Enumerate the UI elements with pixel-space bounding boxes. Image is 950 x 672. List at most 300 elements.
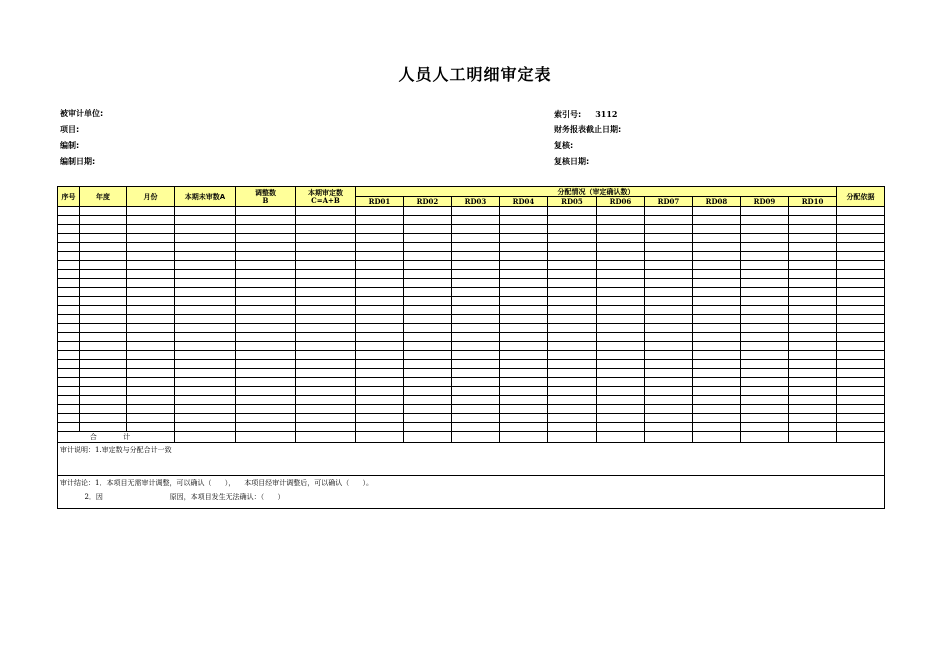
table-cell[interactable]	[80, 342, 127, 351]
table-cell[interactable]	[597, 351, 645, 360]
table-cell[interactable]	[58, 315, 80, 324]
table-cell[interactable]	[127, 216, 175, 225]
table-cell[interactable]	[741, 423, 789, 432]
table-cell[interactable]	[356, 297, 404, 306]
table-cell[interactable]	[645, 369, 693, 378]
table-cell[interactable]	[597, 306, 645, 315]
table-cell[interactable]	[404, 324, 452, 333]
table-cell[interactable]	[597, 333, 645, 342]
table-cell[interactable]	[693, 306, 741, 315]
table-cell[interactable]	[789, 252, 837, 261]
table-cell[interactable]	[741, 396, 789, 405]
table-cell[interactable]	[175, 405, 236, 414]
total-cell[interactable]	[404, 432, 452, 443]
table-cell[interactable]	[500, 414, 548, 423]
table-cell[interactable]	[236, 216, 296, 225]
table-cell[interactable]	[58, 279, 80, 288]
table-cell[interactable]	[296, 414, 356, 423]
table-cell[interactable]	[175, 252, 236, 261]
table-cell[interactable]	[236, 423, 296, 432]
table-cell[interactable]	[789, 405, 837, 414]
table-cell[interactable]	[693, 360, 741, 369]
table-cell[interactable]	[837, 306, 885, 315]
table-cell[interactable]	[404, 360, 452, 369]
table-cell[interactable]	[548, 234, 597, 243]
table-cell[interactable]	[236, 225, 296, 234]
table-cell[interactable]	[80, 288, 127, 297]
table-cell[interactable]	[236, 234, 296, 243]
table-cell[interactable]	[548, 252, 597, 261]
table-cell[interactable]	[356, 378, 404, 387]
table-cell[interactable]	[404, 396, 452, 405]
table-cell[interactable]	[837, 315, 885, 324]
table-cell[interactable]	[58, 360, 80, 369]
table-cell[interactable]	[80, 279, 127, 288]
table-cell[interactable]	[452, 342, 500, 351]
table-cell[interactable]	[645, 315, 693, 324]
table-cell[interactable]	[127, 414, 175, 423]
total-cell[interactable]	[597, 432, 645, 443]
table-cell[interactable]	[693, 414, 741, 423]
table-cell[interactable]	[404, 423, 452, 432]
table-cell[interactable]	[548, 279, 597, 288]
table-cell[interactable]	[175, 261, 236, 270]
table-cell[interactable]	[500, 333, 548, 342]
table-cell[interactable]	[58, 243, 80, 252]
table-cell[interactable]	[645, 207, 693, 216]
table-cell[interactable]	[296, 378, 356, 387]
table-cell[interactable]	[741, 360, 789, 369]
table-cell[interactable]	[837, 288, 885, 297]
table-cell[interactable]	[296, 396, 356, 405]
table-cell[interactable]	[127, 207, 175, 216]
table-cell[interactable]	[127, 423, 175, 432]
table-cell[interactable]	[597, 315, 645, 324]
table-cell[interactable]	[127, 378, 175, 387]
table-cell[interactable]	[548, 261, 597, 270]
table-cell[interactable]	[693, 315, 741, 324]
table-cell[interactable]	[236, 405, 296, 414]
table-cell[interactable]	[80, 324, 127, 333]
table-cell[interactable]	[127, 243, 175, 252]
table-cell[interactable]	[404, 306, 452, 315]
table-cell[interactable]	[356, 405, 404, 414]
table-cell[interactable]	[80, 297, 127, 306]
table-cell[interactable]	[500, 288, 548, 297]
table-cell[interactable]	[693, 216, 741, 225]
table-cell[interactable]	[58, 324, 80, 333]
table-cell[interactable]	[296, 387, 356, 396]
table-cell[interactable]	[789, 288, 837, 297]
table-cell[interactable]	[452, 216, 500, 225]
table-cell[interactable]	[789, 216, 837, 225]
table-cell[interactable]	[548, 414, 597, 423]
table-cell[interactable]	[404, 342, 452, 351]
table-cell[interactable]	[548, 297, 597, 306]
table-cell[interactable]	[356, 243, 404, 252]
table-cell[interactable]	[645, 216, 693, 225]
table-cell[interactable]	[80, 351, 127, 360]
table-cell[interactable]	[175, 387, 236, 396]
table-cell[interactable]	[741, 405, 789, 414]
table-cell[interactable]	[175, 207, 236, 216]
table-cell[interactable]	[597, 279, 645, 288]
table-cell[interactable]	[80, 270, 127, 279]
table-cell[interactable]	[356, 306, 404, 315]
total-cell[interactable]	[741, 432, 789, 443]
table-cell[interactable]	[597, 414, 645, 423]
table-cell[interactable]	[127, 261, 175, 270]
table-cell[interactable]	[452, 297, 500, 306]
table-cell[interactable]	[789, 369, 837, 378]
table-cell[interactable]	[127, 288, 175, 297]
table-cell[interactable]	[80, 243, 127, 252]
table-cell[interactable]	[452, 387, 500, 396]
table-cell[interactable]	[837, 351, 885, 360]
table-cell[interactable]	[548, 270, 597, 279]
table-cell[interactable]	[548, 207, 597, 216]
table-cell[interactable]	[356, 279, 404, 288]
table-cell[interactable]	[645, 306, 693, 315]
table-cell[interactable]	[80, 261, 127, 270]
table-cell[interactable]	[645, 342, 693, 351]
table-cell[interactable]	[236, 207, 296, 216]
table-cell[interactable]	[548, 360, 597, 369]
table-cell[interactable]	[645, 351, 693, 360]
table-cell[interactable]	[58, 270, 80, 279]
table-cell[interactable]	[80, 315, 127, 324]
table-cell[interactable]	[645, 234, 693, 243]
table-cell[interactable]	[58, 405, 80, 414]
table-cell[interactable]	[236, 333, 296, 342]
table-cell[interactable]	[789, 351, 837, 360]
table-cell[interactable]	[452, 315, 500, 324]
table-cell[interactable]	[80, 396, 127, 405]
table-cell[interactable]	[404, 243, 452, 252]
table-cell[interactable]	[741, 378, 789, 387]
table-cell[interactable]	[175, 369, 236, 378]
table-cell[interactable]	[789, 378, 837, 387]
table-cell[interactable]	[236, 342, 296, 351]
table-cell[interactable]	[452, 333, 500, 342]
table-cell[interactable]	[741, 225, 789, 234]
table-cell[interactable]	[500, 243, 548, 252]
table-cell[interactable]	[404, 261, 452, 270]
table-cell[interactable]	[236, 261, 296, 270]
table-cell[interactable]	[127, 270, 175, 279]
table-cell[interactable]	[404, 207, 452, 216]
table-cell[interactable]	[597, 252, 645, 261]
table-cell[interactable]	[645, 261, 693, 270]
table-cell[interactable]	[127, 225, 175, 234]
table-cell[interactable]	[500, 207, 548, 216]
table-cell[interactable]	[452, 279, 500, 288]
table-cell[interactable]	[500, 234, 548, 243]
table-cell[interactable]	[296, 252, 356, 261]
table-cell[interactable]	[296, 243, 356, 252]
total-cell[interactable]	[837, 432, 885, 443]
table-cell[interactable]	[500, 225, 548, 234]
table-cell[interactable]	[741, 324, 789, 333]
table-cell[interactable]	[837, 297, 885, 306]
table-cell[interactable]	[693, 369, 741, 378]
table-cell[interactable]	[741, 216, 789, 225]
table-cell[interactable]	[693, 324, 741, 333]
table-cell[interactable]	[356, 369, 404, 378]
table-cell[interactable]	[404, 216, 452, 225]
table-cell[interactable]	[356, 225, 404, 234]
table-cell[interactable]	[404, 369, 452, 378]
table-cell[interactable]	[837, 234, 885, 243]
table-cell[interactable]	[175, 378, 236, 387]
table-cell[interactable]	[789, 315, 837, 324]
table-cell[interactable]	[452, 225, 500, 234]
total-cell[interactable]	[789, 432, 837, 443]
table-cell[interactable]	[837, 387, 885, 396]
table-cell[interactable]	[548, 369, 597, 378]
table-cell[interactable]	[548, 378, 597, 387]
table-cell[interactable]	[645, 297, 693, 306]
table-cell[interactable]	[693, 270, 741, 279]
table-cell[interactable]	[80, 216, 127, 225]
table-cell[interactable]	[837, 360, 885, 369]
table-cell[interactable]	[296, 216, 356, 225]
table-cell[interactable]	[693, 333, 741, 342]
table-cell[interactable]	[356, 270, 404, 279]
table-cell[interactable]	[500, 270, 548, 279]
table-cell[interactable]	[645, 396, 693, 405]
table-cell[interactable]	[127, 306, 175, 315]
table-cell[interactable]	[296, 234, 356, 243]
table-cell[interactable]	[789, 234, 837, 243]
table-cell[interactable]	[58, 207, 80, 216]
table-cell[interactable]	[789, 324, 837, 333]
table-cell[interactable]	[500, 342, 548, 351]
table-cell[interactable]	[236, 270, 296, 279]
table-cell[interactable]	[175, 306, 236, 315]
table-cell[interactable]	[500, 360, 548, 369]
table-cell[interactable]	[80, 369, 127, 378]
table-cell[interactable]	[296, 297, 356, 306]
table-cell[interactable]	[548, 405, 597, 414]
table-cell[interactable]	[296, 324, 356, 333]
table-cell[interactable]	[58, 333, 80, 342]
table-cell[interactable]	[548, 342, 597, 351]
table-cell[interactable]	[80, 387, 127, 396]
table-cell[interactable]	[452, 252, 500, 261]
table-cell[interactable]	[404, 234, 452, 243]
table-cell[interactable]	[597, 360, 645, 369]
table-cell[interactable]	[127, 333, 175, 342]
table-cell[interactable]	[548, 387, 597, 396]
table-cell[interactable]	[404, 288, 452, 297]
table-cell[interactable]	[127, 369, 175, 378]
total-cell[interactable]	[236, 432, 296, 443]
table-cell[interactable]	[296, 225, 356, 234]
table-cell[interactable]	[500, 306, 548, 315]
table-cell[interactable]	[404, 315, 452, 324]
table-cell[interactable]	[127, 297, 175, 306]
table-cell[interactable]	[645, 378, 693, 387]
table-cell[interactable]	[741, 333, 789, 342]
table-cell[interactable]	[80, 225, 127, 234]
table-cell[interactable]	[175, 396, 236, 405]
total-cell[interactable]	[356, 432, 404, 443]
table-cell[interactable]	[452, 234, 500, 243]
table-cell[interactable]	[175, 360, 236, 369]
table-cell[interactable]	[127, 324, 175, 333]
table-cell[interactable]	[80, 333, 127, 342]
table-cell[interactable]	[80, 234, 127, 243]
table-cell[interactable]	[597, 396, 645, 405]
table-cell[interactable]	[789, 225, 837, 234]
table-cell[interactable]	[175, 351, 236, 360]
table-cell[interactable]	[296, 207, 356, 216]
table-cell[interactable]	[236, 351, 296, 360]
table-cell[interactable]	[645, 252, 693, 261]
table-cell[interactable]	[597, 207, 645, 216]
table-cell[interactable]	[789, 360, 837, 369]
table-cell[interactable]	[500, 351, 548, 360]
table-cell[interactable]	[693, 396, 741, 405]
table-cell[interactable]	[645, 270, 693, 279]
table-cell[interactable]	[452, 270, 500, 279]
table-cell[interactable]	[452, 351, 500, 360]
table-cell[interactable]	[236, 387, 296, 396]
table-cell[interactable]	[548, 243, 597, 252]
table-cell[interactable]	[837, 270, 885, 279]
table-cell[interactable]	[837, 207, 885, 216]
table-cell[interactable]	[236, 396, 296, 405]
table-cell[interactable]	[127, 387, 175, 396]
table-cell[interactable]	[296, 423, 356, 432]
table-cell[interactable]	[356, 288, 404, 297]
table-cell[interactable]	[548, 315, 597, 324]
table-cell[interactable]	[356, 414, 404, 423]
table-cell[interactable]	[500, 297, 548, 306]
table-cell[interactable]	[80, 207, 127, 216]
table-cell[interactable]	[452, 261, 500, 270]
table-cell[interactable]	[356, 315, 404, 324]
table-cell[interactable]	[296, 369, 356, 378]
table-cell[interactable]	[597, 324, 645, 333]
table-cell[interactable]	[597, 216, 645, 225]
table-cell[interactable]	[296, 279, 356, 288]
total-cell[interactable]	[296, 432, 356, 443]
table-cell[interactable]	[597, 423, 645, 432]
table-cell[interactable]	[80, 252, 127, 261]
table-cell[interactable]	[58, 396, 80, 405]
table-cell[interactable]	[789, 207, 837, 216]
table-cell[interactable]	[296, 333, 356, 342]
table-cell[interactable]	[356, 351, 404, 360]
table-cell[interactable]	[236, 279, 296, 288]
table-cell[interactable]	[175, 342, 236, 351]
table-cell[interactable]	[296, 261, 356, 270]
table-cell[interactable]	[645, 423, 693, 432]
table-cell[interactable]	[597, 288, 645, 297]
table-cell[interactable]	[175, 270, 236, 279]
table-cell[interactable]	[693, 207, 741, 216]
table-cell[interactable]	[175, 279, 236, 288]
table-cell[interactable]	[500, 387, 548, 396]
table-cell[interactable]	[837, 396, 885, 405]
table-cell[interactable]	[80, 414, 127, 423]
table-cell[interactable]	[175, 243, 236, 252]
table-cell[interactable]	[597, 225, 645, 234]
table-cell[interactable]	[452, 360, 500, 369]
table-cell[interactable]	[693, 387, 741, 396]
table-cell[interactable]	[127, 360, 175, 369]
table-cell[interactable]	[789, 396, 837, 405]
table-cell[interactable]	[175, 333, 236, 342]
table-cell[interactable]	[837, 423, 885, 432]
table-cell[interactable]	[452, 405, 500, 414]
table-cell[interactable]	[597, 369, 645, 378]
table-cell[interactable]	[837, 216, 885, 225]
table-cell[interactable]	[548, 396, 597, 405]
table-cell[interactable]	[837, 414, 885, 423]
table-cell[interactable]	[500, 378, 548, 387]
table-cell[interactable]	[296, 288, 356, 297]
table-cell[interactable]	[789, 270, 837, 279]
table-cell[interactable]	[452, 369, 500, 378]
table-cell[interactable]	[127, 351, 175, 360]
table-cell[interactable]	[548, 306, 597, 315]
table-cell[interactable]	[127, 405, 175, 414]
table-cell[interactable]	[175, 234, 236, 243]
table-cell[interactable]	[597, 378, 645, 387]
table-cell[interactable]	[404, 387, 452, 396]
table-cell[interactable]	[837, 405, 885, 414]
table-cell[interactable]	[741, 270, 789, 279]
total-cell[interactable]	[548, 432, 597, 443]
table-cell[interactable]	[693, 243, 741, 252]
table-cell[interactable]	[356, 333, 404, 342]
table-cell[interactable]	[452, 207, 500, 216]
table-cell[interactable]	[58, 234, 80, 243]
table-cell[interactable]	[789, 306, 837, 315]
table-cell[interactable]	[693, 423, 741, 432]
table-cell[interactable]	[645, 279, 693, 288]
table-cell[interactable]	[789, 333, 837, 342]
table-cell[interactable]	[80, 423, 127, 432]
table-cell[interactable]	[837, 333, 885, 342]
table-cell[interactable]	[789, 342, 837, 351]
table-cell[interactable]	[404, 270, 452, 279]
table-cell[interactable]	[58, 423, 80, 432]
table-cell[interactable]	[741, 369, 789, 378]
table-cell[interactable]	[356, 234, 404, 243]
table-cell[interactable]	[693, 225, 741, 234]
table-cell[interactable]	[404, 351, 452, 360]
table-cell[interactable]	[789, 414, 837, 423]
table-cell[interactable]	[597, 297, 645, 306]
table-cell[interactable]	[741, 234, 789, 243]
table-cell[interactable]	[597, 234, 645, 243]
table-cell[interactable]	[548, 216, 597, 225]
table-cell[interactable]	[500, 261, 548, 270]
table-cell[interactable]	[404, 297, 452, 306]
table-cell[interactable]	[296, 360, 356, 369]
table-cell[interactable]	[127, 396, 175, 405]
table-cell[interactable]	[789, 387, 837, 396]
table-cell[interactable]	[80, 405, 127, 414]
table-cell[interactable]	[236, 306, 296, 315]
table-cell[interactable]	[597, 405, 645, 414]
table-cell[interactable]	[837, 279, 885, 288]
table-cell[interactable]	[500, 315, 548, 324]
